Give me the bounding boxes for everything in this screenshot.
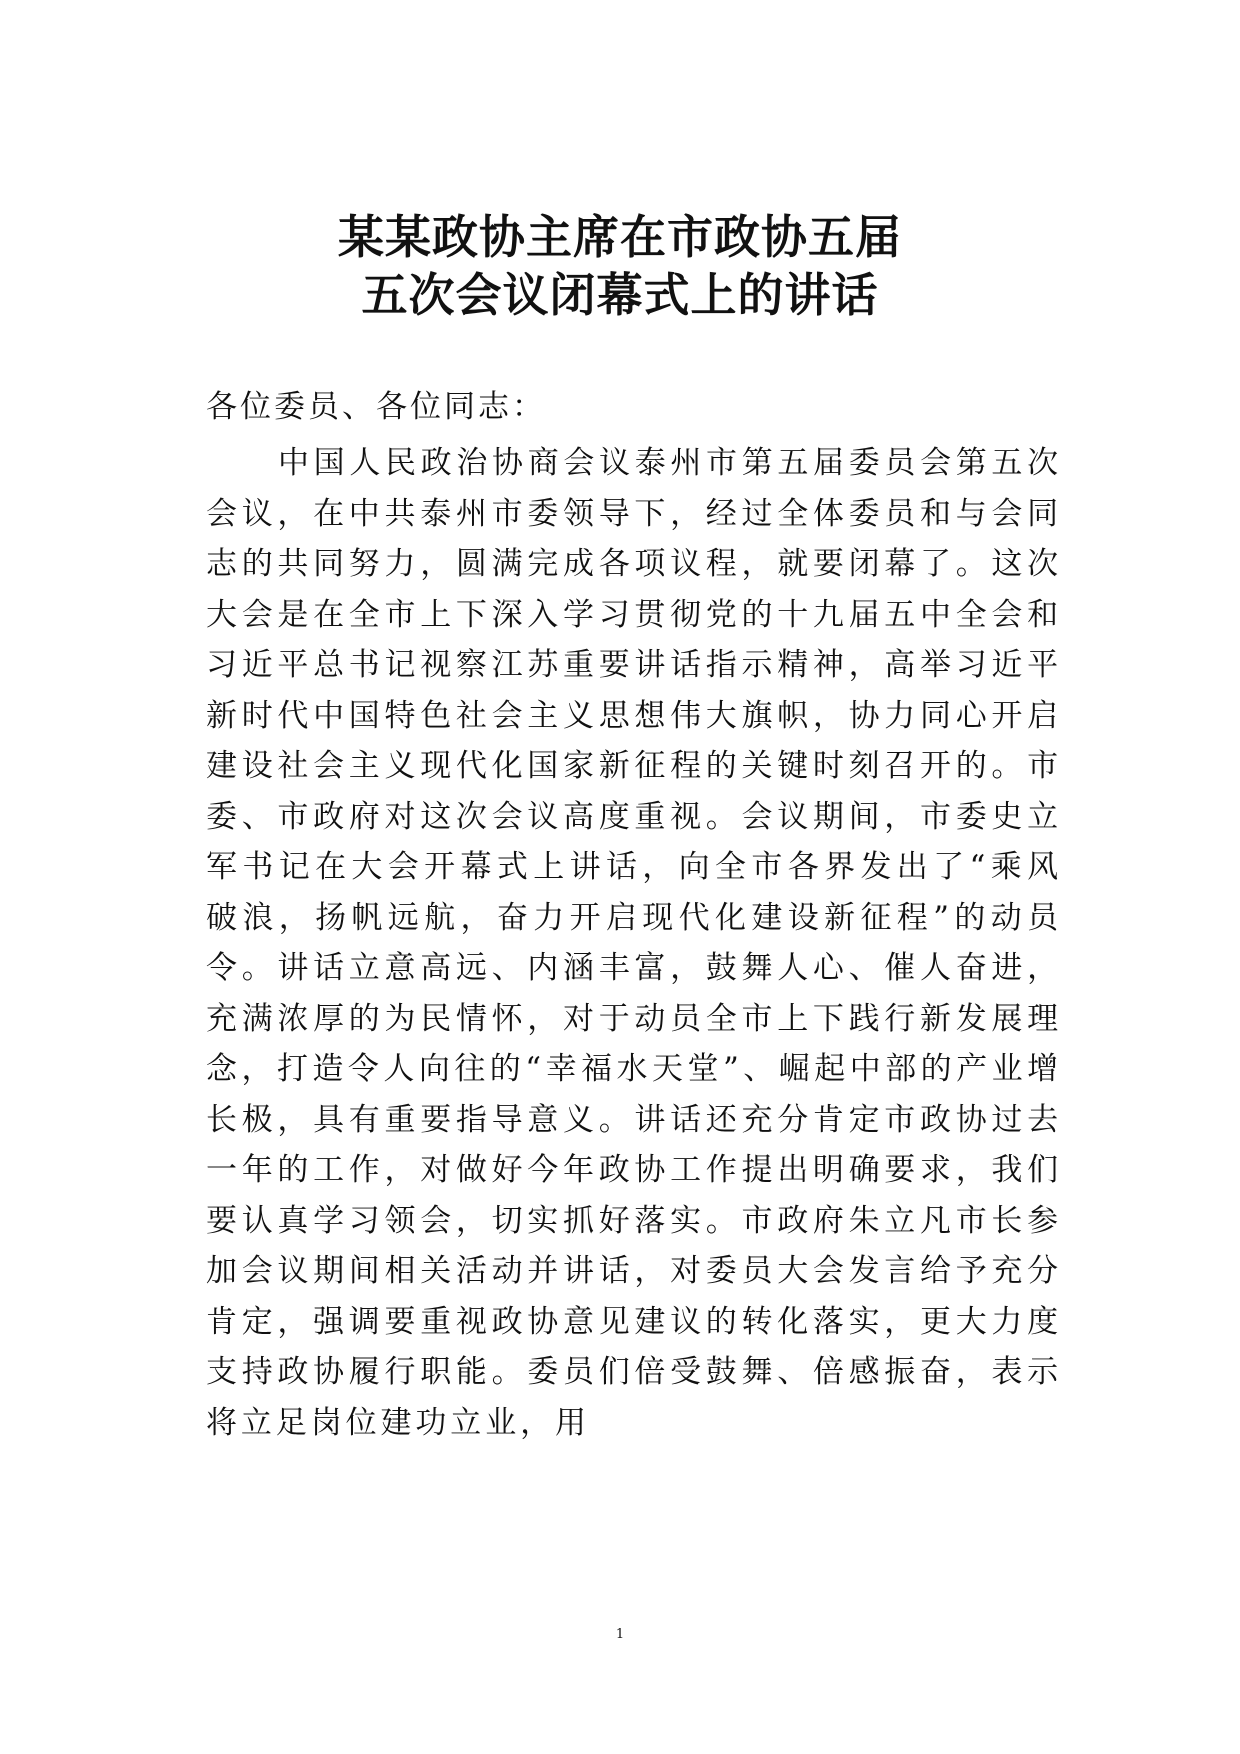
page-number: 1 bbox=[615, 1627, 625, 1642]
document-title bbox=[0, 208, 1240, 324]
title-line-2: 五次会议闭幕式上的讲话 bbox=[361, 268, 879, 322]
body-paragraph: 中国人民政治协商会议泰州市第五届委员会第五次会议，在中共泰州市委领导下，经过全体委员和与会同志的共同努力，圆满完成各项议程，就要闭幕了。这次大会是在全市上下深入学习贯彻党的十九届五中全会和习近平总书记视察江苏重要讲话指示精神，高举习近平新时代中国特色社会主义思想伟大旗帜，协力同心开启建设社会主义现代化国家新征程的关键时刻召开的。市委、市政府对这次会议高度重视。会议期间，市委史立军书记在大会开幕式上讲话，向全市各界发出了“乘风破浪，扬帆远航，奋力开启现代化建设新征程”的动员令。讲话立意高远、内涵丰富，鼓舞人心、催人奋进，充满浓厚的为民情怀，对于动员全市上下践行新发展理念，打造令人向往的“幸福水天堂”、崛起中部的产业增长极，具有重要指导意义。讲话还充分肯定市政协过去一年的工作，对做好今年政协工作提出明确要求，我们要认真学习领会，切实抓好落实。市政府朱立凡市长参加会议期间相关活动并讲话，对委员大会发言给予充分肯定，强调要重视政协意见建议的转化落实，更大力度支持政协履行职能。委员们倍受鼓舞、倍感振奋，表示将立足岗位建功立业，用 bbox=[206, 445, 1062, 1441]
salutation: 各位委员、各位同志： bbox=[206, 389, 546, 425]
title-line-1: 某某政协主席在市政协五届 bbox=[338, 210, 902, 264]
